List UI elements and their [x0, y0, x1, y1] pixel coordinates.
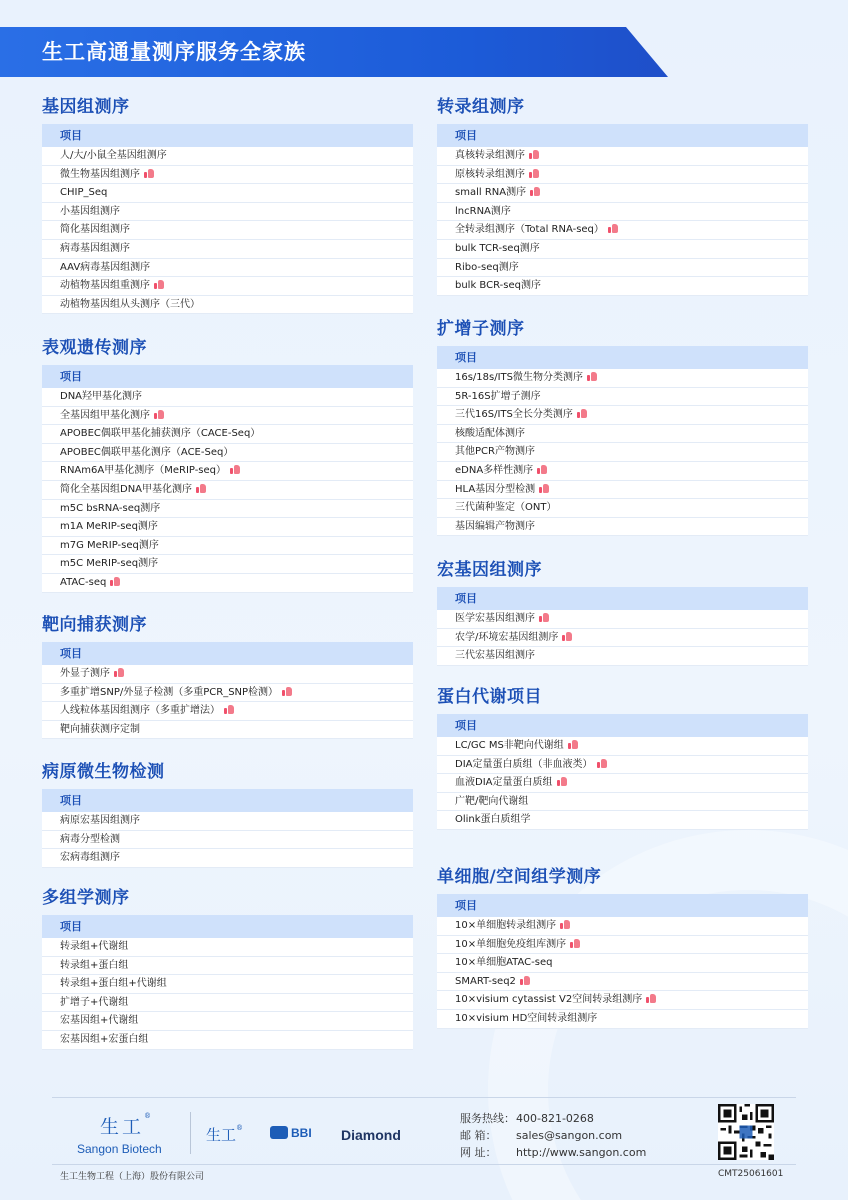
- table-row: [437, 973, 808, 992]
- company-name: 生工生物工程（上海）股份有限公司: [60, 1172, 205, 1182]
- service-label: m1A MeRIP-seq测序: [60, 521, 158, 533]
- service-label: 病毒分型检测: [60, 833, 120, 845]
- section-title: 转录组测序: [437, 97, 525, 117]
- service-label: 人线粒体基因组测序（多重扩增法）: [60, 705, 220, 717]
- thumbs-up-icon: [230, 465, 240, 474]
- thumbs-up-icon: [144, 169, 154, 178]
- section-title: 扩增子测序: [437, 319, 525, 339]
- table-row: [437, 166, 808, 185]
- table-row: [42, 537, 413, 556]
- left_sections-section: [42, 886, 413, 1050]
- thumbs-up-icon: [539, 484, 549, 493]
- table-body: [437, 917, 808, 1029]
- service-label: 病毒基因组测序: [60, 242, 130, 254]
- section-title: 多组学测序: [42, 888, 130, 908]
- service-label: SMART-seq2: [455, 975, 516, 987]
- service-label: HLA基因分型检测: [455, 483, 536, 495]
- brand-logo-bbi: BBI: [270, 1126, 312, 1140]
- section-title: 宏基因组测序: [437, 560, 542, 580]
- table-body: [437, 147, 808, 296]
- service-label: m5C bsRNA-seq测序: [60, 502, 161, 514]
- table-row: [437, 936, 808, 955]
- service-label: 全基因组甲基化测序: [60, 409, 150, 421]
- service-label: 外显子测序: [60, 668, 110, 679]
- table-row: [437, 221, 808, 240]
- table-row: [437, 406, 808, 425]
- service-label: CHIP_Seq: [60, 187, 108, 199]
- table-header: 项目: [42, 124, 413, 147]
- service-label: APOBEC偶联甲基化测序（ACE-Seq）: [60, 446, 234, 458]
- table-row: [42, 481, 413, 500]
- service-label: bulk TCR-seq测序: [455, 242, 540, 254]
- sangon-logo-en: Sangon Biotech: [77, 1142, 162, 1156]
- table-row: [437, 462, 808, 481]
- table-body: [437, 610, 808, 666]
- table-row: [42, 721, 413, 740]
- thumbs-up-icon: [110, 577, 120, 586]
- table-row: [437, 203, 808, 222]
- service-label: 5R-16S扩增子测序: [455, 390, 541, 402]
- thumbs-up-icon: [154, 280, 164, 289]
- table-row: [437, 388, 808, 407]
- thumbs-up-icon: [557, 777, 567, 786]
- service-label: 转录组+代谢组: [60, 941, 129, 952]
- table-row: [42, 407, 413, 426]
- section-title: 靶向捕获测序: [42, 615, 147, 635]
- table-row: [42, 957, 413, 976]
- section-title: 单细胞/空间组学测序: [437, 867, 602, 887]
- thumbs-up-icon: [608, 224, 618, 233]
- table-row: [42, 1031, 413, 1050]
- service-label: APOBEC偶联甲基化捕获测序（CACE-Seq）: [60, 428, 261, 440]
- service-label: 扩增子+代谢组: [60, 996, 129, 1008]
- service-label: 10×单细胞转录组测序: [455, 920, 557, 931]
- section-title: 基因组测序: [42, 97, 130, 117]
- thumbs-up-icon: [537, 465, 547, 474]
- right_sections-section: [437, 685, 808, 830]
- table-header: 项目: [42, 789, 413, 812]
- table-row: [437, 259, 808, 278]
- thumbs-up-icon: [196, 484, 206, 493]
- page-title: 生工高通量测序服务全家族: [42, 40, 306, 64]
- service-label: 动植物基因组从头测序（三代）: [60, 298, 200, 310]
- table-header: 项目: [437, 346, 808, 369]
- table-row: [437, 240, 808, 259]
- table-row: [42, 240, 413, 259]
- thumbs-up-icon: [570, 939, 580, 948]
- thumbs-up-icon: [520, 976, 530, 985]
- table-row: [42, 184, 413, 203]
- section-title: 蛋白代谢项目: [437, 687, 542, 707]
- thumbs-up-icon: [539, 613, 549, 622]
- table-row: [437, 774, 808, 793]
- thumbs-up-icon: [224, 705, 234, 714]
- table-row: [437, 184, 808, 203]
- left_sections-section: [42, 613, 413, 739]
- service-label: 转录组+蛋白组: [60, 959, 129, 971]
- service-label: 宏基因组+宏蛋白组: [60, 1033, 149, 1045]
- table-row: [437, 793, 808, 812]
- service-label: DNA羟甲基化测序: [60, 391, 143, 402]
- right_sections-section: [437, 865, 808, 1029]
- table-row: [437, 147, 808, 166]
- table-header: 项目: [437, 587, 808, 610]
- contact-info: [460, 1110, 646, 1161]
- table-row: [437, 610, 808, 629]
- service-label: lncRNA测序: [455, 205, 511, 217]
- thumbs-up-icon: [530, 187, 540, 196]
- thumbs-up-icon: [597, 759, 607, 768]
- table-row: [437, 917, 808, 936]
- service-label: 病原宏基因组测序: [60, 815, 140, 826]
- service-label: 原核转录组测序: [455, 168, 525, 180]
- service-label: DIA定量蛋白质组（非血液类）: [455, 758, 593, 770]
- table-body: [42, 147, 413, 314]
- service-label: 核酸适配体测序: [455, 427, 525, 439]
- table-row: [42, 518, 413, 537]
- table-row: [42, 831, 413, 850]
- table-row: [437, 1010, 808, 1029]
- hotline-line: 服务热线：400-821-0268: [460, 1112, 594, 1125]
- service-label: 多重扩增SNP/外显子检测（多重PCR_SNP检测）: [60, 686, 279, 698]
- service-label: 动植物基因组重测序: [60, 280, 150, 292]
- table-row: [42, 938, 413, 957]
- service-label: 简化全基因组DNA甲基化测序: [60, 483, 193, 495]
- thumbs-up-icon: [282, 687, 292, 696]
- bbi-logo-icon: [270, 1126, 288, 1139]
- thumbs-up-icon: [529, 150, 539, 159]
- table-row: [437, 991, 808, 1010]
- table-body: [42, 938, 413, 1050]
- thumbs-up-icon: [587, 372, 597, 381]
- table-header: 项目: [42, 642, 413, 665]
- service-label: 农学/环境宏基因组测序: [455, 631, 559, 643]
- service-label: 10×visium cytassist V2空间转录组测序: [455, 994, 643, 1006]
- table-row: [437, 443, 808, 462]
- table-row: [42, 1012, 413, 1031]
- brand-logo-diamond: Diamond: [341, 1127, 401, 1143]
- table-row: [42, 702, 413, 721]
- thumbs-up-icon: [577, 409, 587, 418]
- qr-code-icon: [718, 1104, 774, 1160]
- table-row: [42, 574, 413, 593]
- document-code: CMT25061601: [718, 1169, 784, 1179]
- table-row: [42, 203, 413, 222]
- table-body: [42, 665, 413, 739]
- table-row: [42, 425, 413, 444]
- table-body: [42, 812, 413, 868]
- service-label: 转录组+蛋白组+代谢组: [60, 978, 167, 990]
- service-label: 其他PCR产物测序: [455, 446, 535, 458]
- table-row: [42, 975, 413, 994]
- left_sections-section: [42, 336, 413, 593]
- service-label: small RNA测序: [455, 187, 527, 199]
- table-row: [437, 277, 808, 296]
- table-row: [42, 147, 413, 166]
- right_sections-section: [437, 95, 808, 296]
- table-row: [42, 684, 413, 703]
- website-line: 网 址： http://www.sangon.com: [460, 1146, 647, 1159]
- right_sections-section: [437, 558, 808, 666]
- email-line: 邮 箱： sales@sangon.com: [460, 1129, 623, 1142]
- service-label: bulk BCR-seq测序: [455, 280, 541, 292]
- service-label: 小基因组测序: [60, 205, 120, 217]
- service-label: RNAm6A甲基化测序（MeRIP-seq）: [60, 465, 227, 477]
- service-label: 宏基因组+代谢组: [60, 1015, 139, 1027]
- table-header: 项目: [42, 365, 413, 388]
- thumbs-up-icon: [154, 410, 164, 419]
- section-title: 病原微生物检测: [42, 762, 165, 782]
- table-row: [437, 518, 808, 537]
- table-header: 项目: [437, 894, 808, 917]
- service-label: 10×visium HD空间转录组测序: [455, 1012, 598, 1024]
- left_sections-section: [42, 760, 413, 868]
- thumbs-up-icon: [114, 668, 124, 677]
- table-row: [42, 277, 413, 296]
- thumbs-up-icon: [529, 169, 539, 178]
- service-label: 广靶/靶向代谢组: [455, 795, 529, 807]
- service-label: 三代菌种鉴定（ONT）: [455, 502, 557, 514]
- logo-divider: [190, 1112, 191, 1154]
- service-label: AAV病毒基因组测序: [60, 261, 151, 273]
- table-row: [437, 481, 808, 500]
- sangon-logo-cn: 生工®: [100, 1112, 155, 1138]
- table-row: [42, 665, 413, 684]
- service-label: eDNA多样性测序: [455, 464, 534, 476]
- table-row: [437, 425, 808, 444]
- table-header: 项目: [42, 915, 413, 938]
- service-label: m7G MeRIP-seq测序: [60, 539, 159, 551]
- table-row: [437, 954, 808, 973]
- service-label: Olink蛋白质组学: [455, 814, 531, 826]
- left_sections-section: [42, 95, 413, 314]
- table-row: [42, 500, 413, 519]
- table-row: [42, 994, 413, 1013]
- table-row: [437, 629, 808, 648]
- table-row: [42, 221, 413, 240]
- table-body: [42, 388, 413, 593]
- thumbs-up-icon: [646, 994, 656, 1003]
- service-label: 10×单细胞免疫组库测序: [455, 938, 567, 950]
- service-label: 微生物基因组测序: [60, 168, 140, 180]
- service-label: 医学宏基因组测序: [455, 613, 535, 624]
- service-label: 全转录组测序（Total RNA-seq）: [455, 224, 604, 236]
- thumbs-up-icon: [562, 632, 572, 641]
- table-row: [437, 369, 808, 388]
- table-row: [437, 737, 808, 756]
- service-label: 三代16S/ITS全长分类测序: [455, 409, 573, 421]
- email-link[interactable]: sales@sangon.com: [516, 1129, 623, 1142]
- table-row: [42, 555, 413, 574]
- service-label: 16s/18s/ITS微生物分类测序: [455, 372, 584, 383]
- table-row: [42, 259, 413, 278]
- service-label: 基因编辑产物测序: [455, 520, 535, 532]
- service-label: Ribo-seq测序: [455, 261, 519, 273]
- table-row: [42, 812, 413, 831]
- service-label: 宏病毒组测序: [60, 852, 120, 864]
- service-label: 三代宏基因组测序: [455, 650, 535, 662]
- footer: [52, 1097, 796, 1165]
- table-header: 项目: [437, 714, 808, 737]
- table-body: [437, 737, 808, 830]
- service-label: ATAC-seq: [60, 576, 107, 588]
- service-label: 简化基因组测序: [60, 224, 130, 236]
- brand-logo-sangon: 生工®: [206, 1124, 244, 1144]
- service-label: 10×单细胞ATAC-seq: [455, 957, 553, 969]
- table-row: [437, 811, 808, 830]
- service-label: 靶向捕获测序定制: [60, 723, 140, 735]
- table-body: [437, 369, 808, 536]
- table-row: [437, 499, 808, 518]
- table-row: [437, 756, 808, 775]
- table-row: [42, 849, 413, 868]
- table-row: [42, 444, 413, 463]
- service-label: 人/大/小鼠全基因组测序: [60, 150, 167, 161]
- table-row: [42, 166, 413, 185]
- table-row: [42, 388, 413, 407]
- thumbs-up-icon: [560, 920, 570, 929]
- table-row: [437, 647, 808, 666]
- section-title: 表观遗传测序: [42, 338, 147, 358]
- table-header: 项目: [437, 124, 808, 147]
- service-label: LC/GC MS非靶向代谢组: [455, 740, 564, 751]
- service-label: 血液DIA定量蛋白质组: [455, 777, 553, 789]
- service-label: m5C MeRIP-seq测序: [60, 558, 159, 570]
- table-row: [42, 296, 413, 315]
- table-row: [42, 462, 413, 481]
- hotline-value: 400-821-0268: [516, 1112, 594, 1125]
- service-label: 真核转录组测序: [455, 150, 525, 161]
- website-link[interactable]: http://www.sangon.com: [516, 1146, 647, 1159]
- right_sections-section: [437, 317, 808, 536]
- thumbs-up-icon: [568, 740, 578, 749]
